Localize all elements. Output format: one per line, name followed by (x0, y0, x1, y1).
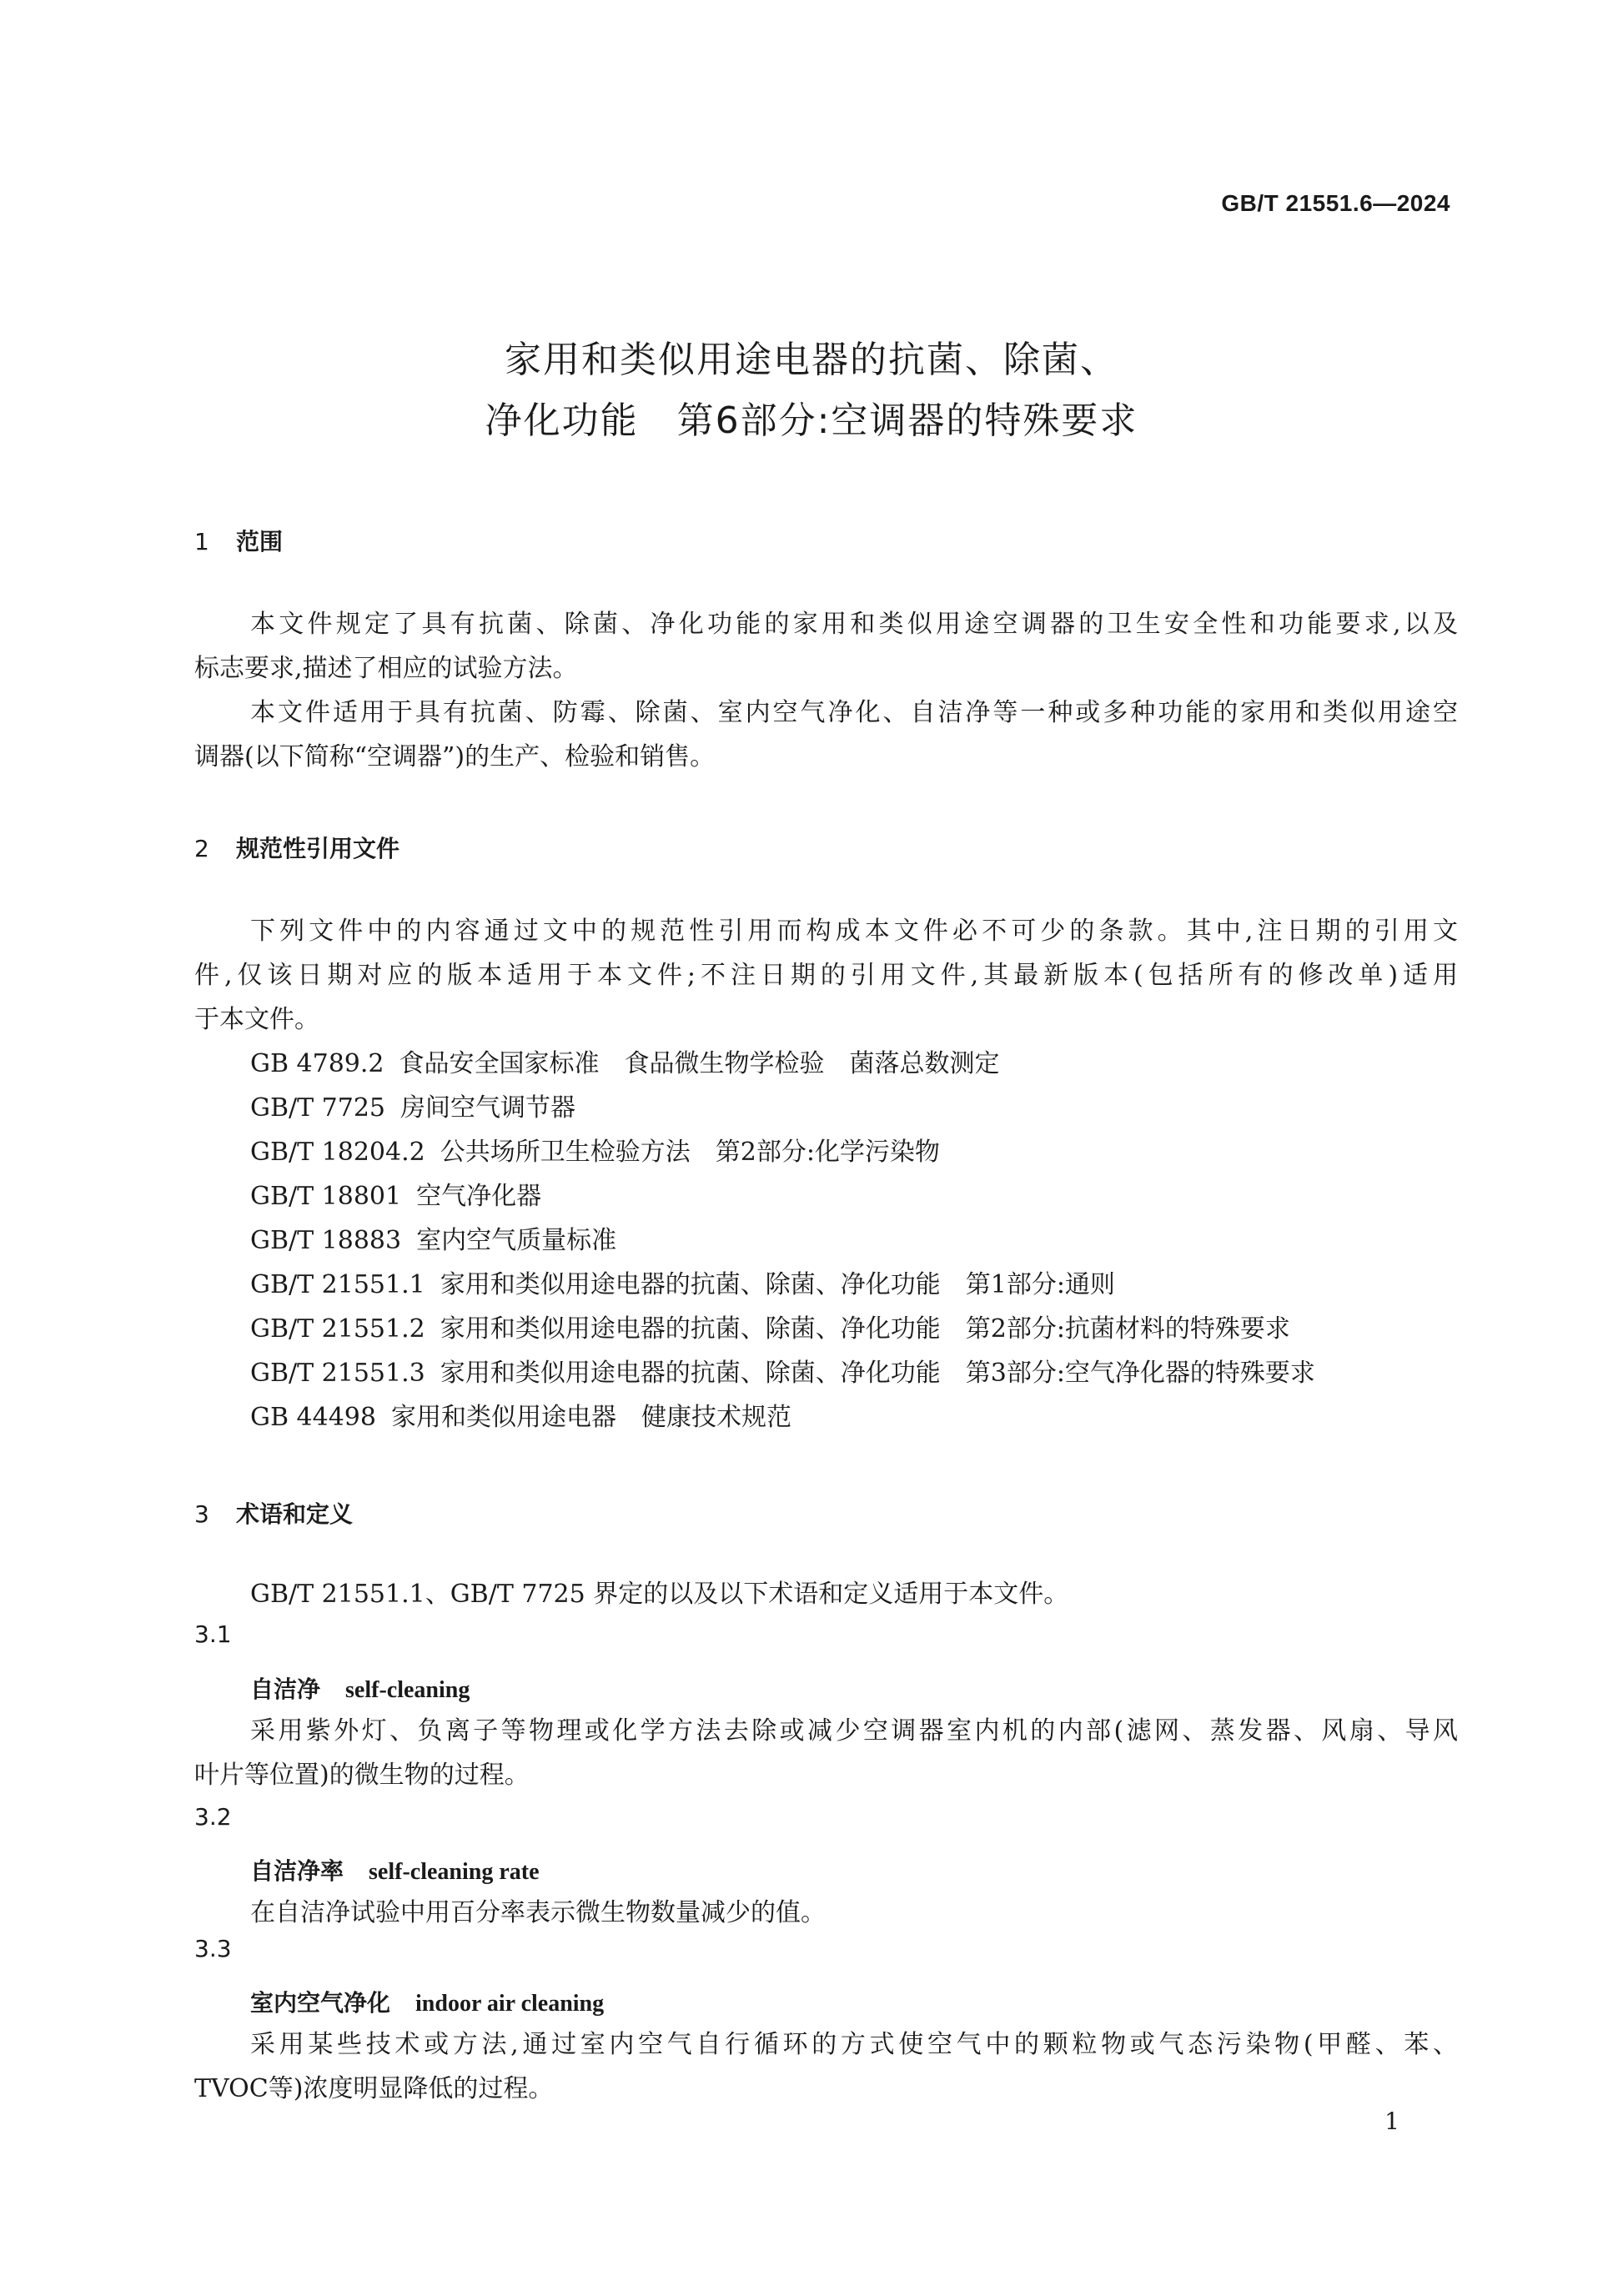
section-number: 2 (194, 835, 209, 862)
clause-number: 3.3 (194, 1935, 232, 1962)
paragraph-line: 叶片等位置)的微生物的过程。 (194, 1761, 530, 1790)
paragraph-line: 于本文件。 (194, 1005, 319, 1034)
paragraph-line: 本文件适用于具有抗菌、防霉、除菌、室内空气净化、自洁净等一种或多种功能的家用和类似用途空 (250, 698, 1458, 727)
section-3-heading (194, 1496, 353, 1530)
section-number: 3 (194, 1500, 209, 1528)
term-entry (250, 1985, 604, 2018)
paragraph-line: 件,仅该日期对应的版本适用于本文件;不注日期的引用文件,其最新版本(包括所有的修改单)适用 (194, 961, 1458, 990)
term-definition: 在自洁净试验中用百分率表示微生物数量减少的值。 (250, 1898, 826, 1927)
paragraph-line: 采用紫外灯、负离子等物理或化学方法去除或减少空调器室内机的内部(滤网、蒸发器、风扇、导风 (250, 1716, 1458, 1746)
reference-item (250, 1130, 940, 1174)
reference-item (250, 1042, 1000, 1086)
reference-item (250, 1351, 1315, 1395)
scope-paragraph-2 (194, 691, 1458, 779)
clause-number: 3.2 (194, 1803, 232, 1831)
reference-title: 房间空气调节器 (400, 1093, 576, 1123)
reference-title: 室内空气质量标准 (416, 1226, 617, 1255)
reference-code: GB/T 21551.1 (250, 1270, 425, 1299)
reference-code: GB/T 21551.3 (250, 1359, 425, 1388)
paragraph-line: 采用某些技术或方法,通过室内空气自行循环的方式使空气中的颗粒物或气态污染物(甲醛、苯、 (250, 2030, 1458, 2059)
page-number: 1 (1384, 2108, 1399, 2135)
reference-title: 家用和类似用途电器的抗菌、除菌、净化功能 第2部分:抗菌材料的特殊要求 (440, 1314, 1290, 1344)
document-title-line1: 家用和类似用途电器的抗菌、除菌、 (505, 339, 1118, 381)
reference-item (250, 1263, 1115, 1307)
term-chinese: 自洁净率 (250, 1857, 344, 1885)
reference-code: GB/T 21551.2 (250, 1314, 425, 1344)
scope-paragraph-1 (194, 602, 1458, 691)
reference-code: GB 44498 (250, 1403, 376, 1432)
paragraph-line: 标志要求,描述了相应的试验方法。 (194, 654, 578, 683)
reference-title: 公共场所卫生检验方法 第2部分:化学污染物 (440, 1138, 940, 1167)
term-english: indoor air cleaning (415, 1991, 605, 2017)
reference-title: 家用和类似用途电器的抗菌、除菌、净化功能 第3部分:空气净化器的特殊要求 (440, 1359, 1315, 1388)
section-title: 范围 (236, 528, 284, 555)
reference-title: 空气净化器 (416, 1182, 542, 1211)
section-2-heading (194, 831, 399, 864)
reference-code: GB/T 18801 (250, 1182, 402, 1211)
term-english: self-cleaning rate (369, 1859, 540, 1885)
reference-item (250, 1174, 541, 1218)
reference-item (250, 1218, 616, 1263)
reference-item (250, 1395, 791, 1439)
term-english: self-cleaning (345, 1677, 470, 1703)
reference-code: GB 4789.2 (250, 1049, 384, 1078)
reference-title: 食品安全国家标准 食品微生物学检验 菌落总数测定 (399, 1049, 1000, 1078)
section-title: 规范性引用文件 (236, 835, 400, 862)
terms-intro: GB/T 21551.1、GB/T 7725 界定的以及以下术语和定义适用于本文件。 (250, 1580, 1069, 1609)
term-entry (250, 1671, 470, 1705)
term-chinese: 室内空气净化 (250, 1989, 391, 2017)
reference-item (250, 1307, 1290, 1351)
reference-item (250, 1086, 575, 1130)
normative-intro (194, 909, 1458, 1042)
term-entry (250, 1853, 540, 1887)
term-definition (194, 2022, 1458, 2111)
paragraph-line: 下列文件中的内容通过文中的规范性引用而构成本文件必不可少的条款。其中,注日期的引用文 (250, 917, 1458, 946)
reference-code: GB/T 18204.2 (250, 1138, 425, 1167)
section-1-heading (194, 524, 283, 557)
document-title-line2: 净化功能 第6部分:空调器的特殊要求 (485, 399, 1138, 442)
section-number: 1 (194, 528, 209, 555)
reference-code: GB/T 18883 (250, 1226, 402, 1255)
reference-code: GB/T 7725 (250, 1093, 386, 1123)
clause-number: 3.1 (194, 1620, 232, 1648)
reference-title: 家用和类似用途电器 健康技术规范 (390, 1403, 791, 1432)
paragraph-line: TVOC等)浓度明显降低的过程。 (194, 2074, 554, 2103)
section-title: 术语和定义 (236, 1500, 354, 1528)
reference-title: 家用和类似用途电器的抗菌、除菌、净化功能 第1部分:通则 (440, 1270, 1115, 1299)
paragraph-line: 本文件规定了具有抗菌、除菌、净化功能的家用和类似用途空调器的卫生安全性和功能要求,以及 (250, 610, 1458, 639)
standard-code: GB/T 21551.6—2024 (1221, 190, 1450, 216)
paragraph-line: 调器(以下简称“空调器”)的生产、检验和销售。 (194, 742, 716, 771)
term-chinese: 自洁净 (250, 1676, 321, 1703)
term-definition (194, 1709, 1458, 1797)
